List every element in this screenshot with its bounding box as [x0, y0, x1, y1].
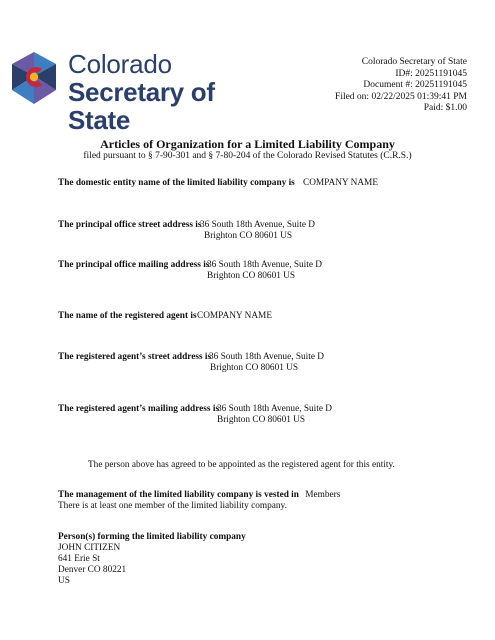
principal-street-line1: 36 South 18th Avenue, Suite D [200, 220, 316, 230]
filing-date: Filed on: 02/22/2025 01:39:41 PM [335, 91, 467, 102]
agent-mailing-label: The registered agent’s mailing address is [58, 404, 220, 414]
entity-name-label: The domestic entity name of the limited liability company is [58, 178, 295, 188]
principal-street-row [58, 220, 202, 231]
agent-street-line2: Brighton CO 80601 US [210, 363, 299, 373]
agent-name-label: The name of the registered agent is [58, 311, 197, 321]
agent-consent-statement: The person above has agreed to be appointed as the registered agent for this entity. [88, 460, 395, 470]
filing-paid: Paid: $1.00 [423, 103, 467, 113]
principal-mailing-value [207, 260, 322, 282]
organizer-block [58, 532, 246, 587]
organizer-city: Denver CO 80221 [58, 565, 127, 575]
agent-mailing-value [217, 404, 332, 426]
agent-mailing-line1: 36 South 18th Avenue, Suite D [217, 404, 333, 414]
management-label: The management of the limited liability company is vested in [58, 490, 299, 500]
management-row [58, 490, 340, 501]
agent-mailing-row [58, 404, 219, 415]
document-title: Articles of Organization for a Limited Liability Company [100, 137, 395, 151]
agent-mailing-line2: Brighton CO 80601 US [217, 415, 306, 425]
hexagon-logo-icon [8, 50, 60, 108]
principal-mailing-label: The principal office mailing address is [58, 260, 210, 270]
logo-line-colorado: Colorado [68, 49, 172, 79]
agent-street-value [209, 352, 324, 374]
colorado-sos-logo [8, 49, 268, 135]
principal-mailing-line2: Brighton CO 80601 US [207, 271, 296, 281]
filing-info [335, 57, 467, 115]
principal-mailing-line1: 36 South 18th Avenue, Suite D [207, 260, 323, 270]
filing-document-number: Document #: 20251191045 [363, 80, 467, 90]
agent-street-label: The registered agent’s street address is [58, 352, 212, 362]
organizer-country: US [58, 576, 70, 586]
agent-street-row [58, 352, 211, 363]
organizer-label: Person(s) forming the limited liability company [58, 532, 246, 542]
agent-street-line1: 36 South 18th Avenue, Suite D [209, 352, 325, 362]
document-subtitle: filed pursuant to § 7-90-301 and § 7-80-204 of the Colorado Revised Statutes (C.R.S.) [83, 151, 412, 161]
agent-name-row [58, 311, 197, 322]
principal-mailing-row [58, 260, 209, 271]
organizer-name: JOHN CITIZEN [58, 543, 121, 553]
entity-name-row [58, 178, 295, 189]
principal-street-value [200, 220, 315, 242]
filing-office: Colorado Secretary of State [361, 57, 467, 67]
filing-id: ID#: 20251191045 [395, 68, 467, 79]
principal-street-label: The principal office street address is [58, 220, 202, 230]
entity-name-value: COMPANY NAME [303, 178, 378, 188]
management-note: There is at least one member of the limited liability company. [58, 501, 287, 511]
management-value: Members [305, 490, 341, 500]
organizer-street: 641 Erie St [58, 554, 100, 564]
principal-street-line2: Brighton CO 80601 US [204, 231, 293, 241]
agent-name-value: COMPANY NAME [197, 311, 272, 321]
logo-line-secretary: Secretary of State [68, 77, 215, 135]
